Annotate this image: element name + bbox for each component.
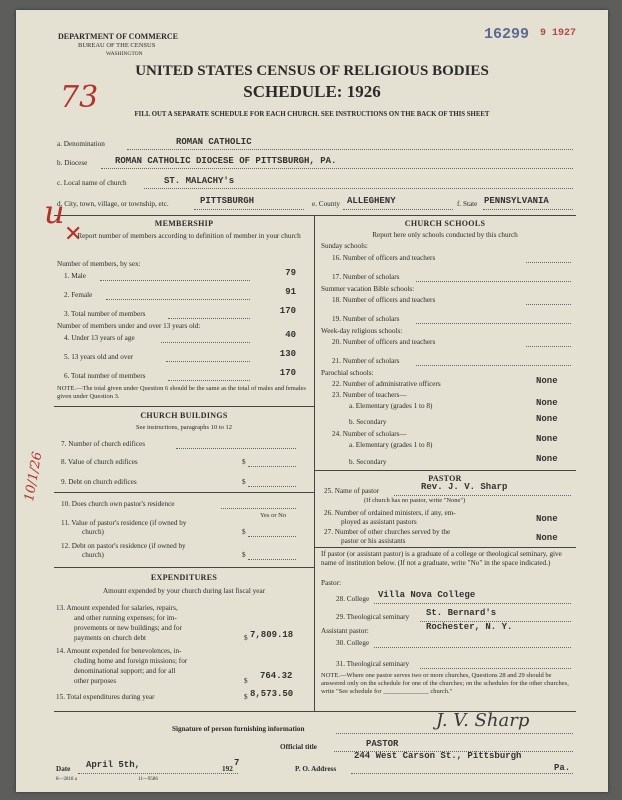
- members-by-sex-label: Number of members, by sex:: [57, 260, 141, 268]
- church-buildings-sub: See instructions, paragraphs 10 to 12: [135, 424, 233, 431]
- q13-line-4: payments on church debt: [74, 634, 147, 642]
- census-schedule-page: [16, 10, 608, 792]
- q13-line-1: 13. Amount expended for salaries, repairs,: [56, 604, 178, 612]
- po-address-value: 244 West Carson St., Pittsburgh: [354, 751, 522, 761]
- q1-label: 1. Male: [64, 272, 86, 280]
- q28-label: 28. College: [336, 595, 370, 603]
- signature-label: Signature of person furnishing information: [172, 725, 305, 733]
- q22-value: None: [536, 376, 558, 386]
- church-schools-title: CHURCH SCHOOLS: [404, 219, 486, 228]
- q3-label: 3. Total number of members: [64, 310, 146, 318]
- city-value: PITTSBURGH: [200, 196, 255, 206]
- received-stamp-number: 16299: [484, 26, 530, 43]
- county-value: ALLEGHENY: [347, 196, 396, 206]
- pastor-name-value: Rev. J. V. Sharp: [421, 482, 508, 492]
- frame-top-rule: [54, 215, 576, 216]
- q8-dollar: $: [242, 458, 246, 466]
- summer-schools-label: Summer vacation Bible schools:: [321, 285, 415, 293]
- form-title: UNITED STATES CENSUS OF RELIGIOUS BODIES: [135, 63, 489, 79]
- handwritten-x-mark: ✕: [64, 222, 83, 247]
- q9-label: 9. Debt on church edifices: [61, 478, 137, 486]
- q16-label: 16. Number of officers and teachers: [332, 254, 436, 262]
- pastor-sub-label: Pastor:: [321, 579, 341, 587]
- q23-label: 23. Number of teachers—: [332, 391, 407, 399]
- q26-label-cont: ployed as assistant pastors: [341, 518, 417, 526]
- q5-label: 5. 13 years old and over: [64, 353, 134, 361]
- q22-label: 22. Number of administrative officers: [332, 380, 441, 388]
- q23b-value: None: [536, 414, 558, 424]
- assistant-pastor-label: Assistant pastor:: [321, 627, 369, 635]
- q9-dollar: $: [242, 478, 246, 486]
- membership-note: NOTE.—The total given under Question 6 should be the same as the total of males and females given under Question 3.: [57, 385, 306, 400]
- pastor-college-value: Villa Nova College: [378, 590, 476, 600]
- q13-line-3: provements or new buildings; and for: [74, 624, 182, 632]
- q24a-value: None: [536, 434, 558, 444]
- form-subtitle: SCHEDULE: 1926: [243, 82, 381, 101]
- denomination-label: a. Denomination: [57, 140, 105, 148]
- state-value: PENNSYLVANIA: [484, 196, 549, 206]
- q14-dollar: $: [244, 677, 248, 685]
- q10-label: 10. Does church own pastor's residence: [61, 500, 175, 508]
- q23a-label: a. Elementary (grades 1 to 8): [349, 402, 433, 410]
- pastor-note: NOTE.—Where one pastor serves two or more churches, Questions 28 and 29 should be answered only on the schedule for one of the churches; on the schedules for the other churches, write "See schedule for ______________ church.": [321, 672, 569, 695]
- yes-no-hint: Yes or No: [260, 512, 287, 519]
- q14-label: [56, 646, 187, 686]
- q24a-label: a. Elementary (grades 1 to 8): [349, 441, 433, 449]
- year-prefix: 192: [222, 765, 233, 773]
- q4-label: 4. Under 13 years of age: [64, 334, 135, 342]
- state-label: f. State: [457, 200, 478, 208]
- q21-label: 21. Number of scholars: [332, 357, 400, 365]
- q19-label: 19. Number of scholars: [332, 315, 400, 323]
- q14-value: 764.32: [260, 671, 293, 681]
- sunday-schools-label: Sunday schools:: [321, 242, 368, 250]
- q8-label: 8. Value of church edifices: [61, 458, 138, 466]
- parochial-schools-label: Parochial schools:: [321, 369, 374, 377]
- form-code-1: 8—2818 a: [56, 777, 77, 782]
- q12-label: 12. Debt on pastor's residence (if owned by: [61, 542, 186, 550]
- pastor-divider: [314, 547, 576, 548]
- expenditures-sub: Amount expended by your church during last fiscal year: [102, 587, 266, 595]
- membership-title: MEMBERSHIP: [154, 219, 214, 228]
- q7-label: 7. Number of church edifices: [61, 440, 146, 448]
- q6-total-value: 170: [279, 368, 296, 378]
- received-stamp-date: 9 1927: [540, 28, 577, 39]
- church-name-value: ST. MALACHY's: [164, 176, 235, 186]
- buildings-divider: [54, 567, 314, 568]
- date-label: Date: [56, 765, 71, 773]
- membership-intro: Report number of members according to definition of member in your church: [77, 232, 301, 240]
- q18-label: 18. Number of officers and teachers: [332, 296, 436, 304]
- official-title-label: Official title: [280, 743, 317, 751]
- q29-label: 29. Theological seminary: [336, 613, 410, 621]
- handwritten-number: 73: [60, 80, 99, 115]
- church-schools-sub: Report here only schools conducted by this church: [372, 231, 518, 239]
- q25-label: 25. Name of pastor: [324, 487, 380, 495]
- center-divider: [314, 215, 315, 711]
- q3-total-value: 170: [279, 306, 296, 316]
- q12-label-cont: church): [82, 551, 104, 559]
- buildings-mid-rule: [54, 492, 314, 493]
- county-label: e. County: [312, 200, 340, 208]
- q30-label: 30. College: [336, 639, 370, 647]
- church-buildings-title: CHURCH BUILDINGS: [140, 411, 228, 420]
- q5-over-13-value: 130: [279, 349, 296, 359]
- q4-under-13-value: 40: [285, 330, 296, 340]
- denomination-value: ROMAN CATHOLIC: [176, 137, 252, 147]
- margin-handwritten-date: 10/1/26: [22, 450, 46, 503]
- church-name-label: c. Local name of church: [57, 179, 127, 187]
- expenditures-title: EXPENDITURES: [150, 573, 218, 582]
- graduate-note: If pastor (or assistant pastor) is a graduate of a college or theological seminary, give name of institution below. (If not a graduate, write "No" in the space indicated.): [321, 550, 562, 567]
- q17-label: 17. Number of scholars: [332, 273, 400, 281]
- q13-line-2: and other running expenses; for im-: [74, 614, 177, 622]
- form-code-2: 11—9586: [138, 777, 158, 782]
- q14-line-2: cluding home and foreign missions; for: [74, 657, 188, 665]
- year-digit: 7: [234, 758, 240, 768]
- pastor-seminary-value: St. Bernard's: [426, 608, 497, 618]
- q24-label: 24. Number of scholars—: [332, 430, 407, 438]
- q12-dollar: $: [242, 551, 246, 559]
- q11-label-cont: church): [82, 528, 104, 536]
- bureau-heading: BUREAU OF THE CENSUS: [78, 42, 156, 49]
- q14-line-1: 14. Amount expended for benevolences, in-: [56, 647, 182, 655]
- q2-female-value: 91: [285, 287, 296, 297]
- q13-dollar: $: [244, 634, 248, 642]
- membership-divider: [54, 406, 314, 407]
- pastor-seminary-location: Rochester, N. Y.: [426, 622, 513, 632]
- q15-dollar: $: [244, 693, 248, 701]
- q11-dollar: $: [242, 528, 246, 536]
- q13-label: [56, 603, 182, 643]
- q27-value: None: [536, 533, 558, 543]
- diocese-label: b. Diocese: [57, 159, 88, 167]
- washington-heading: WASHINGTON: [106, 51, 143, 57]
- q27-label-cont: pastor or his assistants: [341, 537, 406, 545]
- handwritten-mark: u: [44, 193, 65, 231]
- q6-label: 6. Total number of members: [64, 372, 146, 380]
- po-address-label: P. O. Address: [295, 765, 337, 773]
- q20-label: 20. Number of officers and teachers: [332, 338, 436, 346]
- q24b-label: b. Secondary: [349, 458, 387, 466]
- q23a-value: None: [536, 398, 558, 408]
- q26-value: None: [536, 514, 558, 524]
- form-instruction: FILL OUT A SEPARATE SCHEDULE FOR EACH CHURCH. SEE INSTRUCTIONS ON THE BACK OF THIS SHEET: [134, 111, 490, 118]
- q14-line-3: denominational support; and for all: [74, 667, 176, 675]
- weekday-schools-label: Week-day religious schools:: [321, 327, 403, 335]
- q25-note: (If church has no pastor, write "None"): [364, 497, 466, 504]
- po-address-state: Pa.: [554, 763, 571, 773]
- q31-label: 31. Theological seminary: [336, 660, 410, 668]
- diocese-value: ROMAN CATHOLIC DIOCESE OF PITTSBURGH, PA.: [115, 156, 337, 166]
- q24b-value: None: [536, 454, 558, 464]
- q23b-label: b. Secondary: [349, 418, 387, 426]
- city-label: d. City, town, village, or township, etc.: [57, 200, 169, 208]
- q13-value: 7,809.18: [250, 630, 294, 640]
- q11-label: 11. Value of pastor's residence (if owned by: [61, 519, 187, 527]
- members-by-age-label: Number of members under and over 13 years old:: [57, 322, 201, 330]
- q14-line-4: other purposes: [74, 677, 117, 685]
- date-value: April 5th,: [86, 760, 141, 770]
- q2-label: 2. Female: [64, 291, 93, 299]
- q1-male-value: 79: [285, 268, 296, 278]
- q26-label: 26. Number of ordained ministers, if any, em-: [324, 509, 456, 517]
- q15-value: 8,573.50: [250, 689, 294, 699]
- department-heading: DEPARTMENT OF COMMERCE: [58, 32, 179, 41]
- q15-label: 15. Total expenditures during year: [56, 693, 155, 701]
- schools-divider: [314, 470, 576, 471]
- signature-value: J. V. Sharp: [436, 710, 530, 731]
- q27-label: 27. Number of other churches served by the: [324, 528, 451, 536]
- official-title-value: PASTOR: [366, 739, 399, 749]
- pastor-title: PASTOR: [428, 474, 462, 483]
